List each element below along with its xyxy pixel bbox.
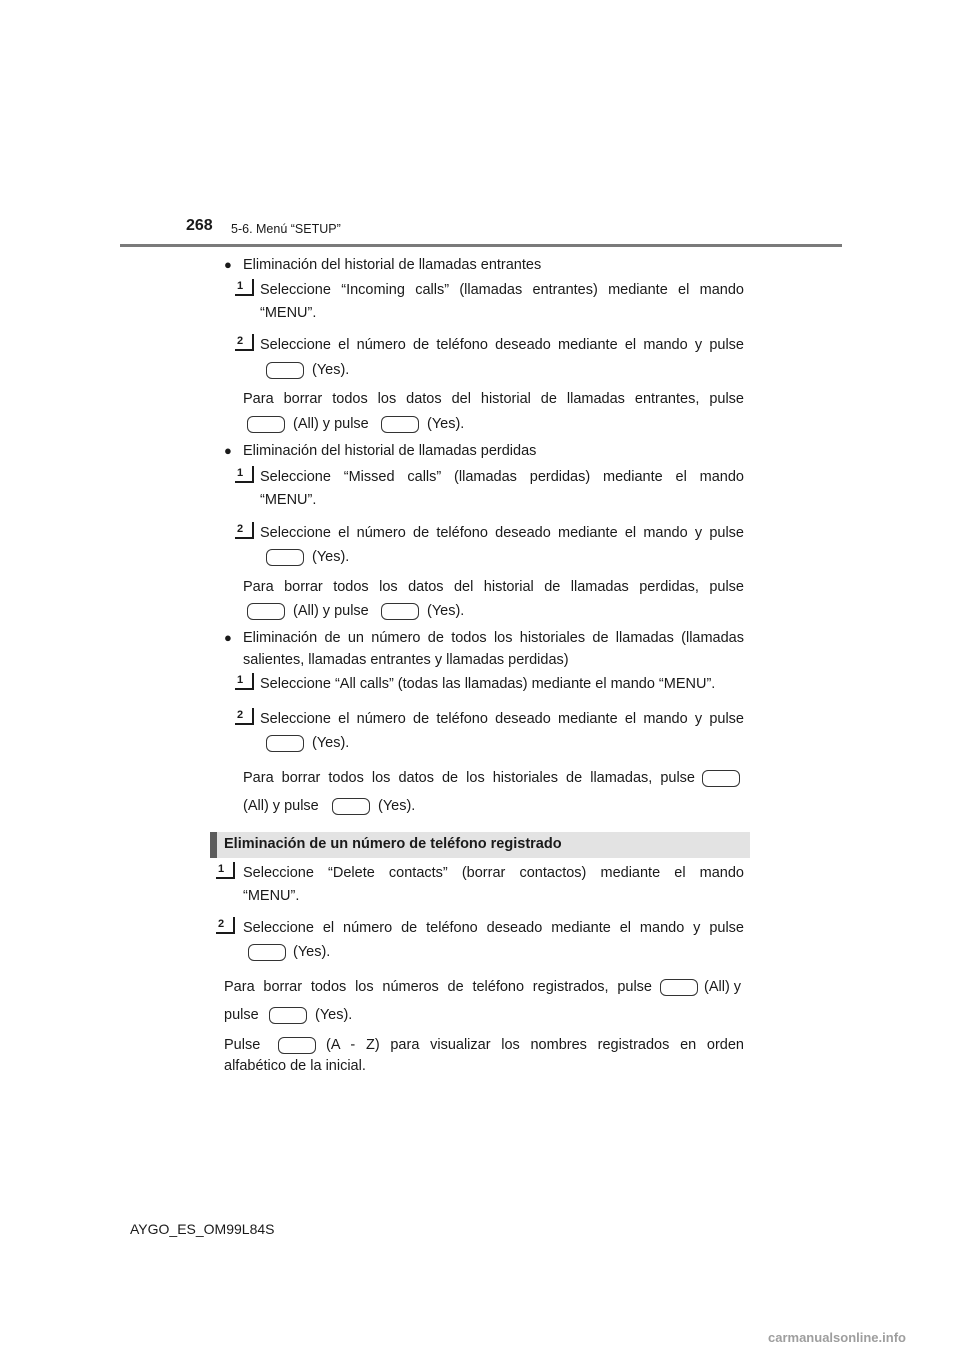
registered-step1-line1: Seleccione “Delete contacts” (borrar contactos) mediante el mando xyxy=(243,865,744,881)
yes-button-icon xyxy=(266,735,304,752)
allhist-step1-line1: Seleccione “All calls” (todas las llamadas) mediante el mando “MENU”. xyxy=(260,676,716,692)
yes-button-icon xyxy=(266,549,304,566)
bullet-icon: ● xyxy=(224,443,232,458)
allhist-all-a: (All) y pulse xyxy=(243,798,319,814)
yes-button-icon xyxy=(332,798,370,815)
incoming-all-a: (All) y pulse xyxy=(293,416,369,432)
yes-button-icon xyxy=(248,944,286,961)
section-heading-text: Eliminación de un número de teléfono registrado xyxy=(224,836,562,852)
missed-step2-yes: (Yes). xyxy=(312,549,350,565)
allhist-title-line1: Eliminación de un número de todos los historiales de llamadas (llamadas xyxy=(243,630,744,646)
yes-button-icon xyxy=(266,362,304,379)
step-2-icon: 2 xyxy=(235,708,254,725)
header-rule xyxy=(120,244,842,247)
all-button-icon xyxy=(247,416,285,433)
registered-all-line2b: (Yes). xyxy=(315,1007,353,1023)
step-2-icon: 2 xyxy=(235,522,254,539)
missed-step2-line1: Seleccione el número de teléfono deseado mediante el mando y pulse xyxy=(260,525,744,541)
section-heading xyxy=(210,832,750,858)
step-2-icon: 2 xyxy=(235,334,254,351)
registered-step2-line1: Seleccione el número de teléfono deseado mediante el mando y pulse xyxy=(243,920,744,936)
yes-button-icon xyxy=(381,603,419,620)
incoming-all-b: (Yes). xyxy=(427,416,465,432)
yes-button-icon xyxy=(381,416,419,433)
step-1-icon: 1 xyxy=(235,466,254,483)
watermark: carmanualsonline.info xyxy=(768,1330,906,1345)
all-button-icon xyxy=(247,603,285,620)
missed-step1-line2: “MENU”. xyxy=(260,492,317,508)
step-1-icon: 1 xyxy=(216,862,235,879)
incoming-step1-line1: Seleccione “Incoming calls” (llamadas entrantes) mediante el mando xyxy=(260,282,744,298)
heading-marker xyxy=(210,832,217,858)
incoming-all-line1: Para borrar todos los datos del historial de llamadas entrantes, pulse xyxy=(243,391,744,407)
missed-all-b: (Yes). xyxy=(427,603,465,619)
step-1-icon: 1 xyxy=(235,673,254,690)
page-number: 268 xyxy=(186,217,213,234)
bullet-icon: ● xyxy=(224,257,232,272)
registered-step1-line2: “MENU”. xyxy=(243,888,300,904)
registered-all-line1b: (All) y xyxy=(704,979,742,995)
allhist-step2-line1: Seleccione el número de teléfono deseado mediante el mando y pulse xyxy=(260,711,744,727)
incoming-step1-line2: “MENU”. xyxy=(260,305,317,321)
missed-all-line1: Para borrar todos los datos del historial de llamadas perdidas, pulse xyxy=(243,579,744,595)
incoming-step2-line1: Seleccione el número de teléfono deseado mediante el mando y pulse xyxy=(260,337,744,353)
incoming-step2-yes: (Yes). xyxy=(312,362,350,378)
az-button-icon xyxy=(278,1037,316,1054)
step-1-icon: 1 xyxy=(235,279,254,296)
allhist-step2-yes: (Yes). xyxy=(312,735,350,751)
yes-button-icon xyxy=(269,1007,307,1024)
allhist-all-b: (Yes). xyxy=(378,798,416,814)
registered-az-a: Pulse xyxy=(224,1037,261,1053)
incoming-title: Eliminación del historial de llamadas entrantes xyxy=(243,257,542,273)
registered-az-line2: alfabético de la inicial. xyxy=(224,1058,366,1074)
step-2-icon: 2 xyxy=(216,917,235,934)
missed-title: Eliminación del historial de llamadas perdidas xyxy=(243,443,537,459)
missed-step1-line1: Seleccione “Missed calls” (llamadas perdidas) mediante el mando xyxy=(260,469,744,485)
all-button-icon xyxy=(660,979,698,996)
registered-step2-yes: (Yes). xyxy=(293,944,331,960)
document-code: AYGO_ES_OM99L84S xyxy=(130,1221,275,1237)
registered-all-line1a: Para borrar todos los números de teléfono registrados, pulse xyxy=(224,979,652,995)
registered-all-line2a: pulse xyxy=(224,1007,259,1023)
all-button-icon xyxy=(702,770,740,787)
allhist-all-line1: Para borrar todos los datos de los historiales de llamadas, pulse xyxy=(243,770,695,786)
registered-az-b: (A - Z) para visualizar los nombres registrados en orden xyxy=(326,1037,744,1053)
section-title: 5-6. Menú “SETUP” xyxy=(231,222,341,236)
allhist-title-line2: salientes, llamadas entrantes y llamadas perdidas) xyxy=(243,652,569,668)
missed-all-a: (All) y pulse xyxy=(293,603,369,619)
bullet-icon: ● xyxy=(224,630,232,645)
